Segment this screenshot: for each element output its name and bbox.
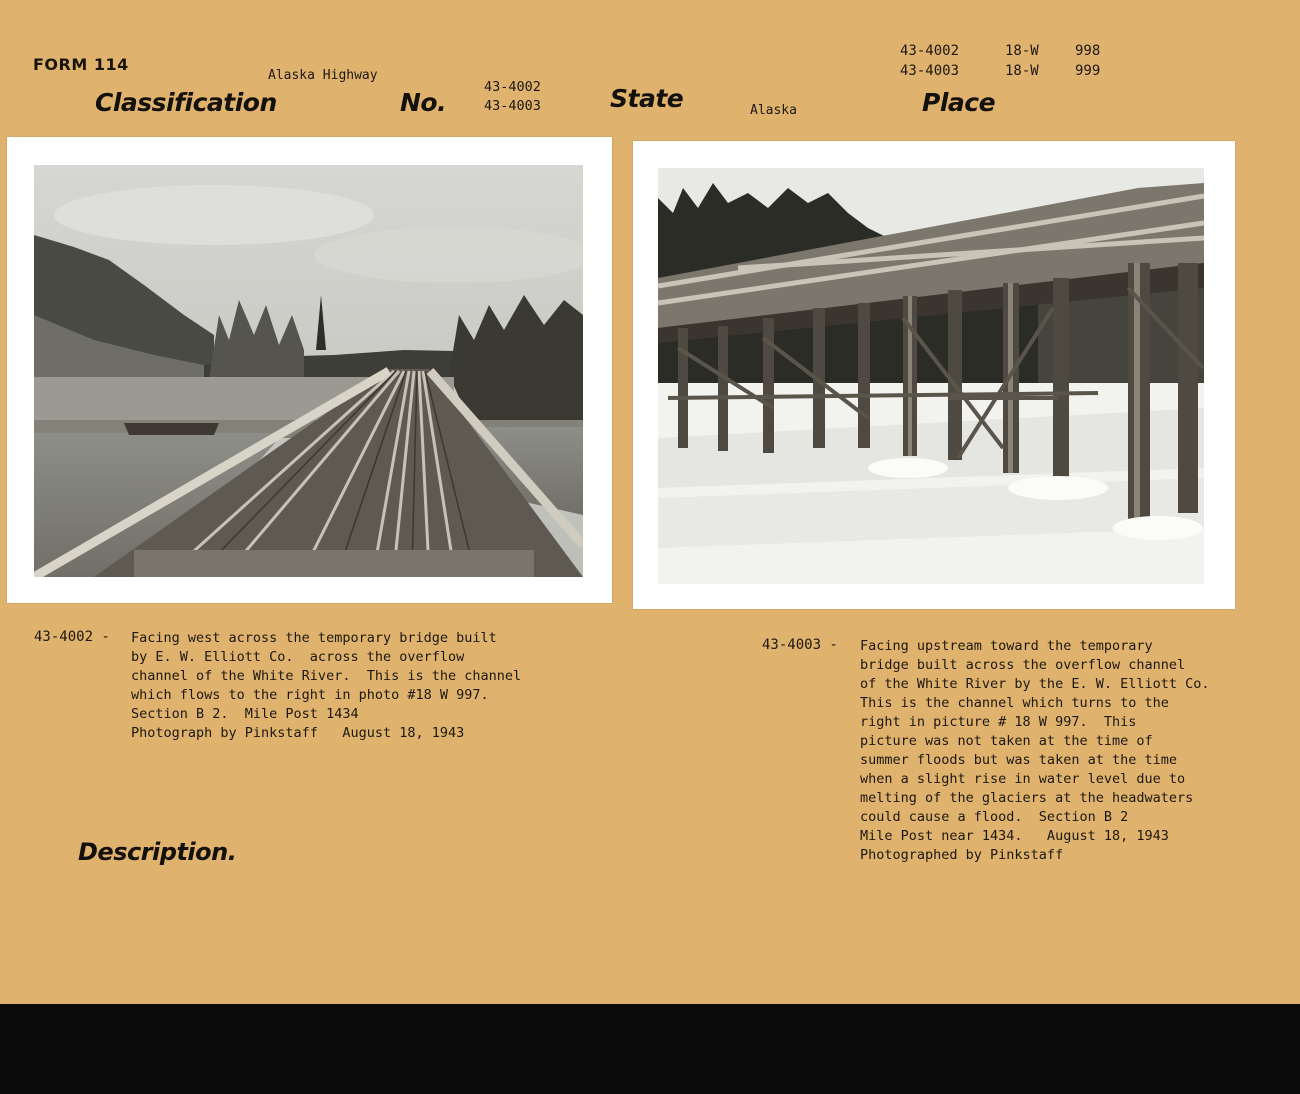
photo-mount-left [7,137,612,603]
place-row-no: 43-4003 [900,63,960,79]
classification-heading: Classification [95,88,277,117]
description-text-2 [860,637,1210,865]
state-value: Alaska [750,103,797,118]
description-line: This is the channel which turns to the [860,695,1169,711]
description-line: summer floods but was taken at the time [860,752,1177,768]
description-line: Facing west across the temporary bridge built [131,630,497,646]
classification-value: Alaska Highway [268,68,378,83]
state-heading: State [610,84,684,113]
description-line: Section B 2. Mile Post 1434 [131,706,359,722]
place-row [900,62,1100,80]
description-line: Photographed by Pinkstaff [860,847,1064,863]
description-line: right in picture # 18 W 997. This [860,714,1137,730]
no-heading: No. [400,88,447,117]
description-line: which flows to the right in photo #18 W 997. [131,687,489,703]
no-value-1: 43-4002 [484,79,541,95]
place-row-no: 43-4002 [900,43,960,59]
description-number-1: 43-4002 - [34,629,110,645]
description-line: when a slight rise in water level due to [860,771,1186,787]
bottom-band [0,1004,1300,1094]
form-number: FORM 114 [33,55,129,74]
description-line: by E. W. Elliott Co. across the overflow [131,649,465,665]
description-line: Mile Post near 1434. August 18, 1943 [860,828,1169,844]
description-number-2: 43-4003 - [762,637,838,653]
description-line: Photograph by Pinkstaff August 18, 1943 [131,725,465,741]
place-row-code: 18-W [1005,43,1039,59]
description-heading: Description. [78,838,237,866]
description-line: melting of the glaciers at the headwaters [860,790,1194,806]
description-line: could cause a flood. Section B 2 [860,809,1129,825]
place-heading: Place [922,88,996,117]
place-row-code: 18-W [1005,63,1039,79]
photo-mount-right [633,141,1235,609]
description-line: of the White River by the E. W. Elliott Co. [860,676,1210,692]
place-row-num: 999 [1075,63,1101,79]
description-line: bridge built across the overflow channel [860,657,1186,673]
description-line: picture was not taken at the time of [860,733,1153,749]
place-row [900,42,1100,60]
description-line: Facing upstream toward the temporary [860,638,1153,654]
no-value-2: 43-4003 [484,98,541,114]
description-text-1 [131,629,521,743]
place-row-num: 998 [1075,43,1101,59]
log-bridge-photo [34,165,583,577]
description-line: channel of the White River. This is the channel [131,668,522,684]
trestle-photo [658,168,1204,584]
